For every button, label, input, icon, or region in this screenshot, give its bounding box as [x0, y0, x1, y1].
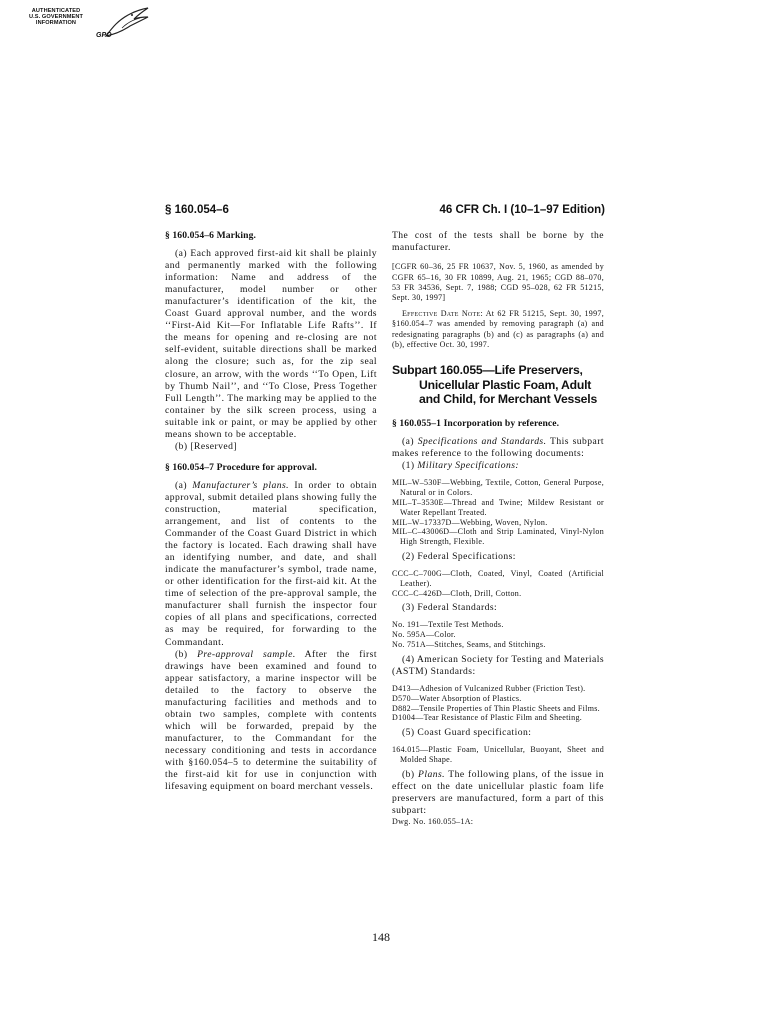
- source-citation: [CGFR 60–36, 25 FR 10637, Nov. 5, 1960, as amended by CGFR 65–16, 30 FR 10899, Aug. 21, 1965; CGD 88–070, 53 FR 34536, Sept. 7, 1988; CGD 95–028, 62 FR 51215, Sept. 30, 1997]: [392, 262, 604, 303]
- list-item: CCC–C–700G—Cloth, Coated, Vinyl, Coated (Artificial Leather).: [392, 569, 604, 588]
- logo-text: [14, 8, 98, 27]
- para-title: Pre-approval sample.: [197, 648, 296, 660]
- left-column: [165, 230, 377, 793]
- list-item: CCC–C–426D—Cloth, Drill, Cotton.: [392, 588, 522, 598]
- header-section: § 160.054–6: [165, 204, 229, 216]
- para-text: In order to obtain approval, submit detailed plans showing fully the construction, material specification, arrangement, and list of contents to the Commander of the Coast Guard District in which the factory is located. Each drawing shall have an identifying number, and date, and shall indicate the manufacturer’s symbol, trade name, or other identification for the first-aid kit. At the time of selection of the pre-approval sample, the manufacturer shall furnish the inspector four copies of all plans and specifications, corrected as may be required, for forwarding to the Commandant.: [165, 479, 377, 648]
- para-text: After the first drawings have been examined and found to appear satisfactory, a marine inspector will be detailed to the factory to observe the manufacturing facilities and methods and to obtain two samples, complete with contents which will be forwarded, prepaid by the manufacturer, to the Commandant for the necessary conditioning and tests in accordance with §160.054–5 to determine the suitability of the first-aid kit for use in conjunction with lifesaving equipment on board merchant vessels.: [165, 648, 377, 793]
- list-item: MIL–T–3530E—Thread and Twine; Mildew Resistant or Water Repellant Treated.: [392, 498, 604, 517]
- paragraph-a-specifications: [392, 436, 604, 460]
- paragraph-a-marking: (a) Each approved first-aid kit shall be plainly and permanently marked with the following information: Name and address of the manufacturer, model number or other manufacturer’s identification of the kit, the Coast Guard approval number, and the words ‘‘First-Aid Kit—For Inflatable Life Rafts’’. If the means for opening and re-closing are not self-evident, suitable directions shall be marked along the closure; such as, for the zip seal closure, an arrow, with the words ‘‘To Open, Lift by Thumb Nail’’, and ‘‘To Close, Press Together Full Length’’. The marking may be applied to the container by the silk screen process, using a suitable ink or paint, or may be applied by other means shown to be acceptable.: [165, 248, 377, 440]
- section-heading-160-054-6: § 160.054–6 Marking.: [165, 230, 257, 241]
- list-item: MIL–W–530F—Webbing, Textile, Cotton, General Purpose, Natural or in Colors.: [392, 478, 604, 498]
- logo-line-3: INFORMATION: [35, 20, 77, 27]
- para-text: This subpart makes reference to the following documents:: [392, 436, 604, 460]
- list-item: D882—Tensile Properties of Thin Plastic Sheets and Films.: [392, 703, 600, 713]
- para-label: (1): [402, 460, 418, 472]
- list-item: MIL–C–43006D—Cloth and Strip Laminated, Vinyl-Nylon High Strength, Flexible.: [392, 527, 604, 547]
- para-title: Specifications and Standards.: [417, 436, 547, 448]
- list-item: D413—Adhesion of Vulcanized Rubber (Friction Test).: [392, 683, 586, 693]
- note-text: At 62 FR 51215, Sept. 30, 1997, §160.054–7 was amended by removing paragraph (a) and redesignating paragraphs (b) and (c) as paragraphs (a) and (b), effective Oct. 30, 1997.: [392, 308, 604, 349]
- paragraph-b-pre-approval-sample: [165, 649, 377, 794]
- paragraph-b-plans: [392, 769, 604, 817]
- effective-date-note: [392, 309, 604, 351]
- federal-standards-heading: (3) Federal Standards:: [402, 602, 498, 614]
- list-item: No. 595A—Color.: [392, 630, 456, 640]
- paragraph-b-reserved: (b) [Reserved]: [175, 440, 237, 452]
- page-number: 148: [372, 930, 390, 944]
- right-column: [392, 230, 604, 827]
- logo-line-2: U.S. GOVERNMENT: [28, 14, 84, 21]
- list-item: 164.015—Plastic Foam, Unicellular, Buoyant, Sheet and Molded Shape.: [392, 745, 604, 764]
- para-title: Manufacturer’s plans.: [192, 479, 289, 491]
- list-item: No. 191—Textile Test Methods.: [392, 620, 504, 630]
- para-title: Plans.: [418, 768, 445, 780]
- paragraph-a-manufacturers-plans: [165, 480, 377, 649]
- para-text: The following plans, of the issue in effect on the date unicellular plastic foam life preservers are manufactured, form a part of this subpart:: [392, 768, 604, 816]
- para-label: (b): [402, 768, 419, 780]
- gpo-label: GPO: [96, 32, 112, 39]
- list-item: D570—Water Absorption of Plastics.: [392, 693, 522, 703]
- cost-paragraph: The cost of the tests shall be borne by the manufacturer.: [392, 230, 604, 254]
- coast-guard-specification-heading: (5) Coast Guard specification:: [402, 727, 532, 739]
- federal-specifications-heading: (2) Federal Specifications:: [402, 551, 516, 562]
- subpart-heading: Subpart 160.055—Life Preservers, Unicellular Plastic Foam, Adult and Child, for Merchant Vessels: [392, 363, 598, 406]
- logo-line-1: AUTHENTICATED: [31, 8, 81, 14]
- list-item: No. 751A—Stitches, Seams, and Stitchings.: [392, 640, 546, 650]
- list-item: D1004—Tear Resistance of Plastic Film and Sheeting.: [392, 713, 583, 723]
- drawing-number: Dwg. No. 160.055–1A:: [392, 816, 474, 826]
- gpo-authentication-logo: [14, 6, 144, 48]
- para-title: Military Specifications:: [417, 460, 520, 472]
- para-label: (a): [175, 479, 193, 491]
- astm-standards-heading: (4) American Society for Testing and Materials (ASTM) Standards:: [392, 653, 604, 677]
- section-heading-160-055-1: § 160.055–1 Incorporation by reference.: [392, 418, 560, 430]
- para-label: (a): [402, 436, 418, 448]
- military-specifications-heading: [392, 460, 604, 472]
- section-heading-160-054-7: § 160.054–7 Procedure for approval.: [165, 461, 318, 473]
- list-item: MIL–W–17337D—Webbing, Woven, Nylon.: [392, 517, 548, 527]
- note-label: Effective Date Note:: [402, 308, 483, 318]
- running-header: [165, 204, 605, 220]
- para-label: (b): [175, 648, 198, 660]
- header-title: 46 CFR Ch. I (10–1–97 Edition): [439, 204, 605, 216]
